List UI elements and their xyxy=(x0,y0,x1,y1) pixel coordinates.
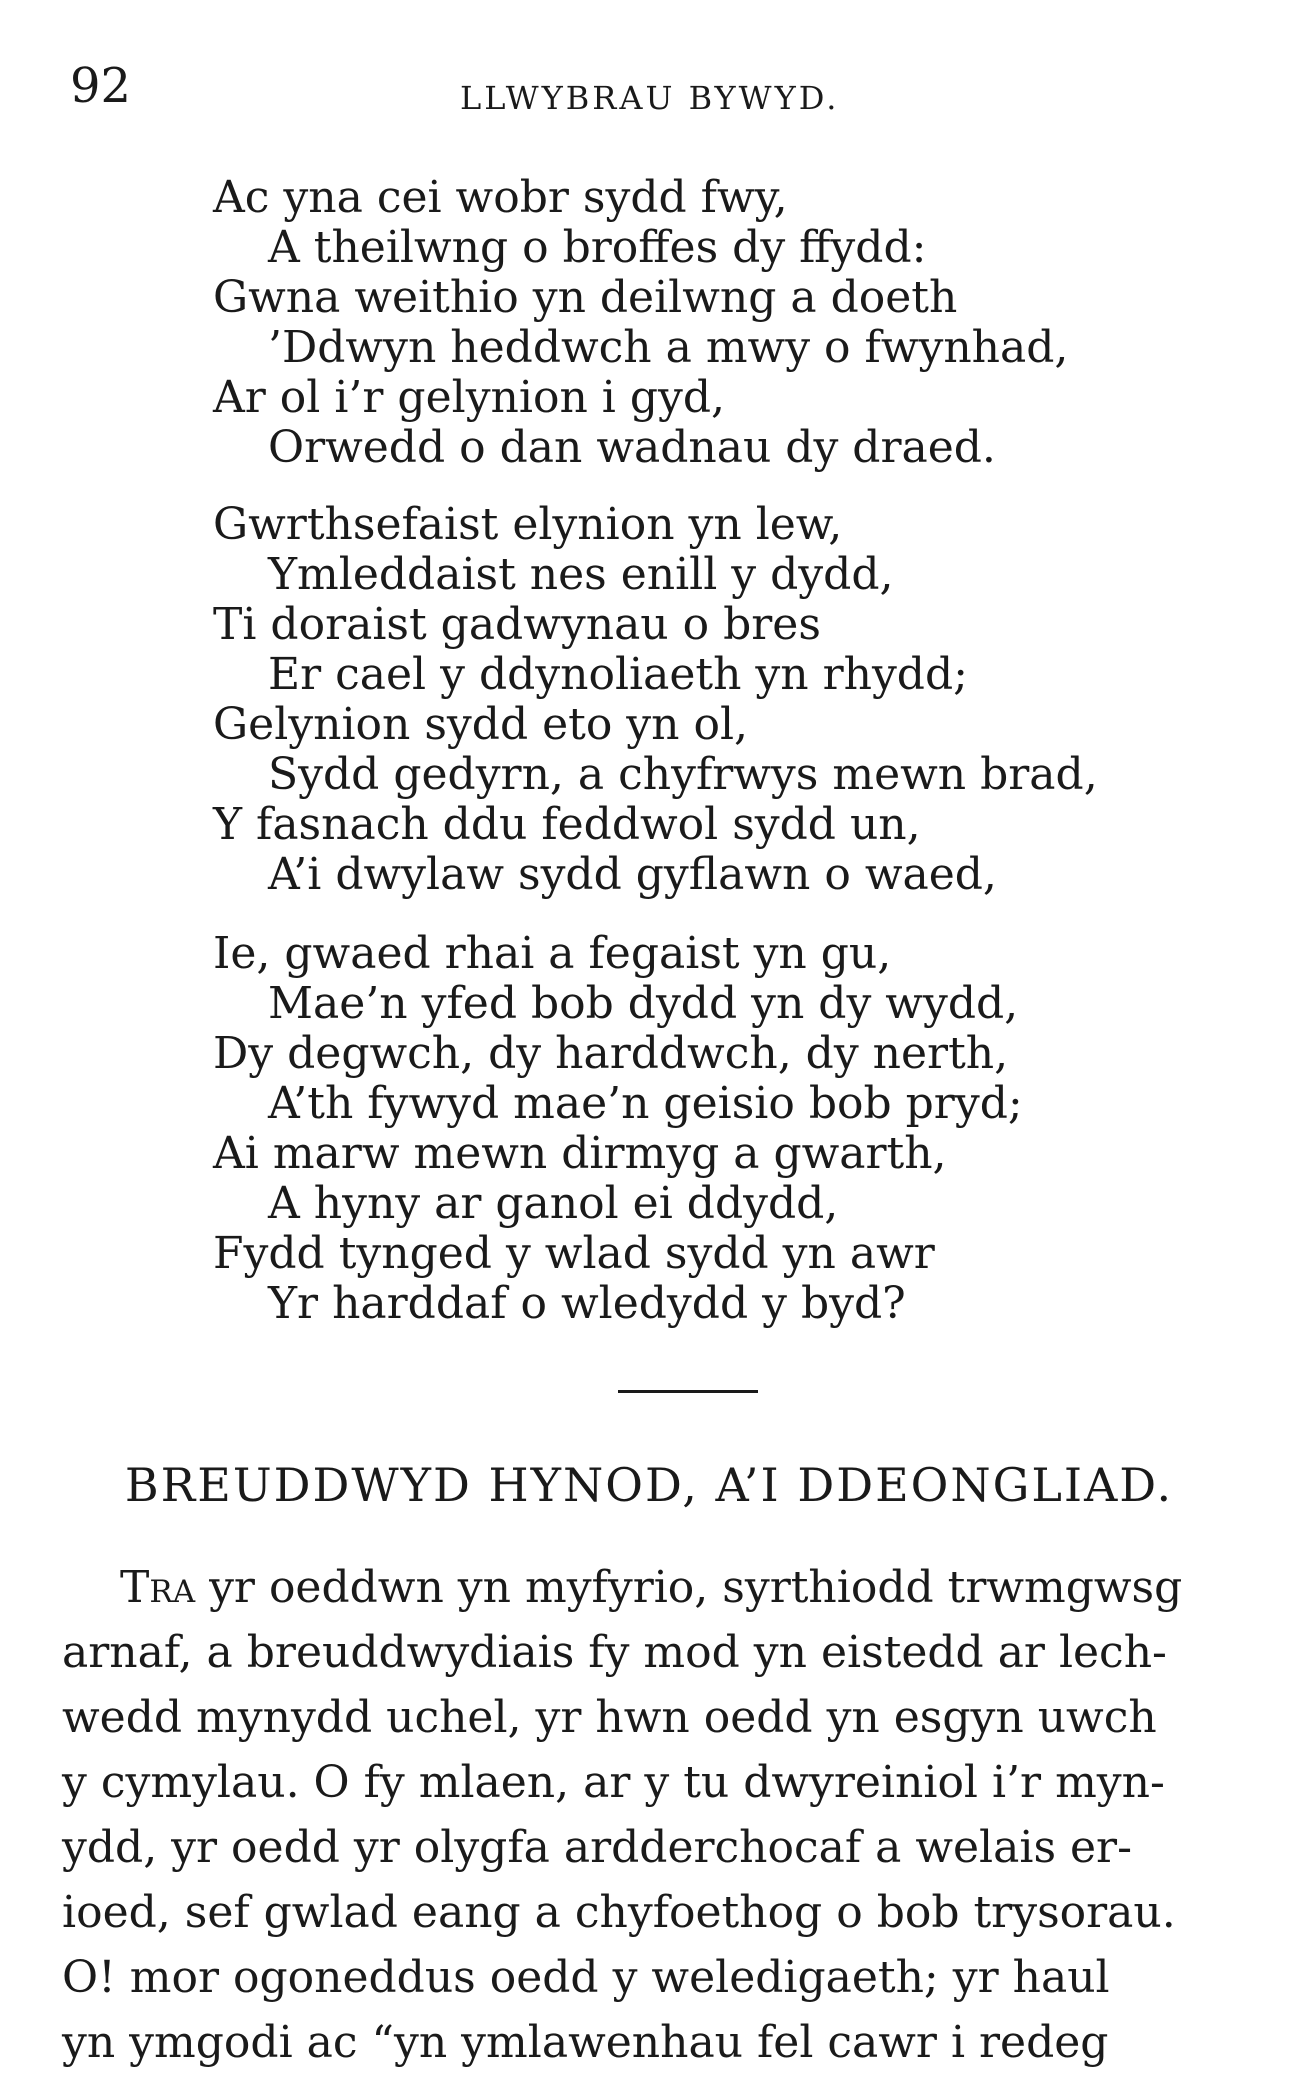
poem-line: Ac yna cei wobr sydd fwy, xyxy=(213,172,788,223)
paragraph-line xyxy=(62,1880,1242,1945)
paragraph-line-text: O! mor ogoneddus oedd y weledigaeth; yr haul xyxy=(62,1952,1110,2003)
poem-line: ’Ddwyn heddwch a mwy o fwynhad, xyxy=(268,322,1069,373)
article-body xyxy=(62,1555,1242,2075)
poem-line: A hyny ar ganol ei ddydd, xyxy=(268,1178,839,1229)
section-divider xyxy=(618,1390,758,1393)
paragraph-line xyxy=(62,1620,1242,1685)
paragraph-line-text: ioed, sef gwlad eang a chyfoethog o bob trysorau. xyxy=(62,1887,1176,1938)
paragraph-line-text: yn ymgodi ac “yn ymlawenhau fel cawr i redeg xyxy=(62,2017,1109,2068)
paragraph-line xyxy=(62,1555,1242,1620)
poem-line: Gelynion sydd eto yn ol, xyxy=(213,699,749,750)
poem-line: Gwna weithio yn deilwng a doeth xyxy=(213,272,958,323)
lead-word: Tra xyxy=(120,1562,196,1613)
poem-line: Ie, gwaed rhai a fegaist yn gu, xyxy=(213,928,892,979)
poem-stanza xyxy=(213,173,1113,473)
paragraph-line-text: y cymylau. O fy mlaen, ar y tu dwyreiniol i’r myn- xyxy=(62,1757,1165,1808)
paragraph-line-text: wedd mynydd uchel, yr hwn oedd yn esgyn uwch xyxy=(62,1692,1157,1743)
poem-line: Er cael y ddynoliaeth yn rhydd; xyxy=(268,649,968,700)
poem-stanza xyxy=(213,500,1113,900)
poem-line: Ai marw mewn dirmyg a gwarth, xyxy=(213,1128,947,1179)
paragraph-line xyxy=(62,2010,1242,2075)
poem-line: Sydd gedyrn, a chyfrwys mewn brad, xyxy=(268,749,1098,800)
paragraph-line-text: yr oeddwn yn myfyrio, syrthiodd trwmgwsg xyxy=(195,1562,1183,1613)
poem-line: Mae’n yfed bob dydd yn dy wydd, xyxy=(268,978,1019,1029)
poem-line: Ymleddaist nes enill y dydd, xyxy=(268,549,894,600)
poem-line: Orwedd o dan wadnau dy draed. xyxy=(268,422,996,473)
poem-line: Fydd tynged y wlad sydd yn awr xyxy=(213,1228,935,1279)
paragraph-line xyxy=(62,1685,1242,1750)
poem-line: A’i dwylaw sydd gyflawn o waed, xyxy=(268,849,997,900)
poem-line: A theilwng o broffes dy ffydd: xyxy=(268,222,927,273)
paragraph-line xyxy=(62,1750,1242,1815)
page-number: 92 xyxy=(70,58,132,114)
poem-line: Yr harddaf o wledydd y byd? xyxy=(268,1278,906,1329)
paragraph-line xyxy=(62,1815,1242,1880)
poem-line: Ar ol i’r gelynion i gyd, xyxy=(213,372,726,423)
poem-line: A’th fywyd mae’n geisio bob pryd; xyxy=(268,1078,1023,1129)
running-title: LLWYBRAU BYWYD. xyxy=(460,79,840,117)
article-title: BREUDDWYD HYNOD, A’I DDEONGLIAD. xyxy=(124,1458,1174,1512)
paragraph-line-text: ydd, yr oedd yr olygfa ardderchocaf a welais er- xyxy=(62,1822,1132,1873)
paragraph-line xyxy=(62,1945,1242,2010)
paragraph-line-text: arnaf, a breuddwydiais fy mod yn eistedd ar lech- xyxy=(62,1627,1167,1678)
poem-line: Dy degwch, dy harddwch, dy nerth, xyxy=(213,1028,1009,1079)
poem-stanza xyxy=(213,929,1113,1329)
poem-line: Ti doraist gadwynau o bres xyxy=(213,599,821,650)
poem-line: Y fasnach ddu feddwol sydd un, xyxy=(213,799,921,850)
poem-line: Gwrthsefaist elynion yn lew, xyxy=(213,499,843,550)
